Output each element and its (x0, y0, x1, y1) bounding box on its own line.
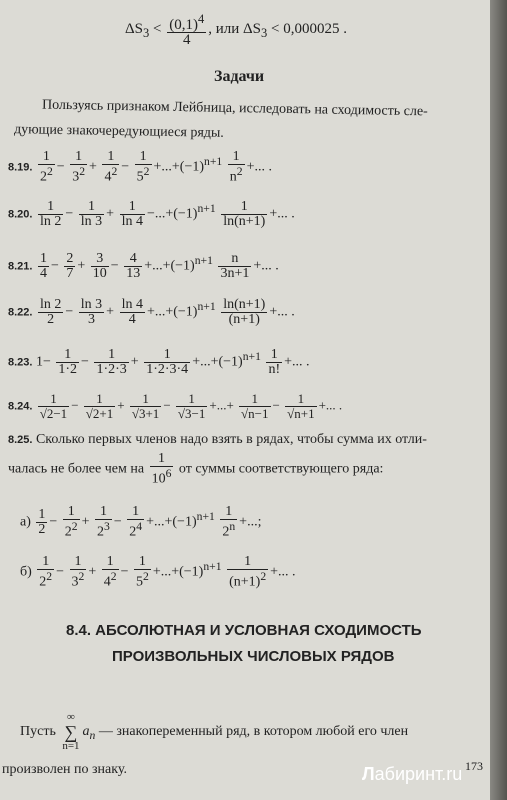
page-number: 173 (465, 759, 483, 773)
problem-8-22: 8.22. $\frac{\ln 2}{2}$ − $\frac{\ln 3}{3}$ + $\frac{\ln 4}{4}$ $+...+(-1)^{n+1}$ $\frac{\ln(n+1)}{(n+1)}$ +... . (8, 297, 295, 327)
intro-text: Пользуясь признаком Лейбница, исследовать на сходимость сле- (41, 97, 428, 120)
problem-8-25-line2: чалась не более чем на $\frac{1}{10^6}$ от суммы соответствующего ряда: (8, 451, 384, 487)
subproblem-a: а) $\frac{1}{2}$ − $\frac{1}{2^2}$ + $\frac{1}{2^3}$ − $\frac{1}{2^4}$ $+...+(-1)^{n+1}$ $\frac{1}{2^n}$ +...; (20, 504, 262, 540)
problem-8-24: 8.24. $\frac{1}{√2-1}$ − $\frac{1}{√2+1}$ + $\frac{1}{√3+1}$ − $\frac{1}{√3-1}$ +...+ $\frac{1}{√n-1}$ − $\frac{1}{√n+1}$ +... . (8, 391, 343, 421)
book-edge (490, 0, 507, 800)
top-formula: $\Delta S_3$ < $\frac{(0,1)^4}{4}$ , или $\Delta S_3 < 0,000025$ . (125, 12, 347, 48)
intro-text-2: дующие знакочередующиеся ряды. (13, 122, 224, 141)
section-title: Задачи (214, 68, 265, 85)
problem-8-19: 8.19. $\frac{1}{2^2}$ − $\frac{1}{3^2}$ + $\frac{1}{4^2}$ − $\frac{1}{5^2}$ $+...+(-1)^{n+1}$ $\frac{1}{n^2}$ +... . (8, 149, 272, 185)
watermark-logo: Лабиринт.ru (362, 764, 463, 784)
problem-8-21: 8.21. $\frac{1}{4}$ − $\frac{2}{7}$ + $\frac{3}{10}$ − $\frac{4}{13}$ $+...+(-1)^{n+1}$ $\frac{n}{3n+1}$ +... . (8, 251, 279, 281)
problem-8-23: 8.23. 1− $\frac{1}{1\cdot 2}$ − $\frac{1}{1\cdot 2\cdot 3}$ + $\frac{1}{1\cdot 2\cdot 3\cdot 4}$ $+...+(-1)^{n+1}$ $\frac{1}{n!}$ +... . (8, 347, 310, 377)
subproblem-b: б) $\frac{1}{2^2}$ − $\frac{1}{3^2}$ + $\frac{1}{4^2}$ − $\frac{1}{5^2}$ $+...+(-1)^{n+1}$ $\frac{1}{(n+1)^2}$ +... . (20, 554, 296, 590)
problem-8-25: 8.25. Сколько первых членов надо взять в рядах, чтобы сумма их отли- (8, 432, 427, 447)
heading-line-2: ПРОИЗВОЛЬНЫХ ЧИСЛОВЫХ РЯДОВ (112, 648, 395, 665)
last-paragraph: Пусть ∞ ∑ $n=1a_n$ — знакопеременный ряд, в котором любой его член (20, 711, 409, 752)
last-paragraph-2: произволен по знаку. (2, 762, 127, 777)
problem-8-20: 8.20. $\frac{1}{\ln 2}$ − $\frac{1}{\ln 3}$ + $\frac{1}{\ln 4}$ $-...+(-1)^{n+1}$ $\frac{1}{\ln(n+1)}$ +... . (8, 199, 295, 229)
heading-line-1: 8.4. АБСОЛЮТНАЯ И УСЛОВНАЯ СХОДИМОСТЬ (66, 622, 422, 639)
